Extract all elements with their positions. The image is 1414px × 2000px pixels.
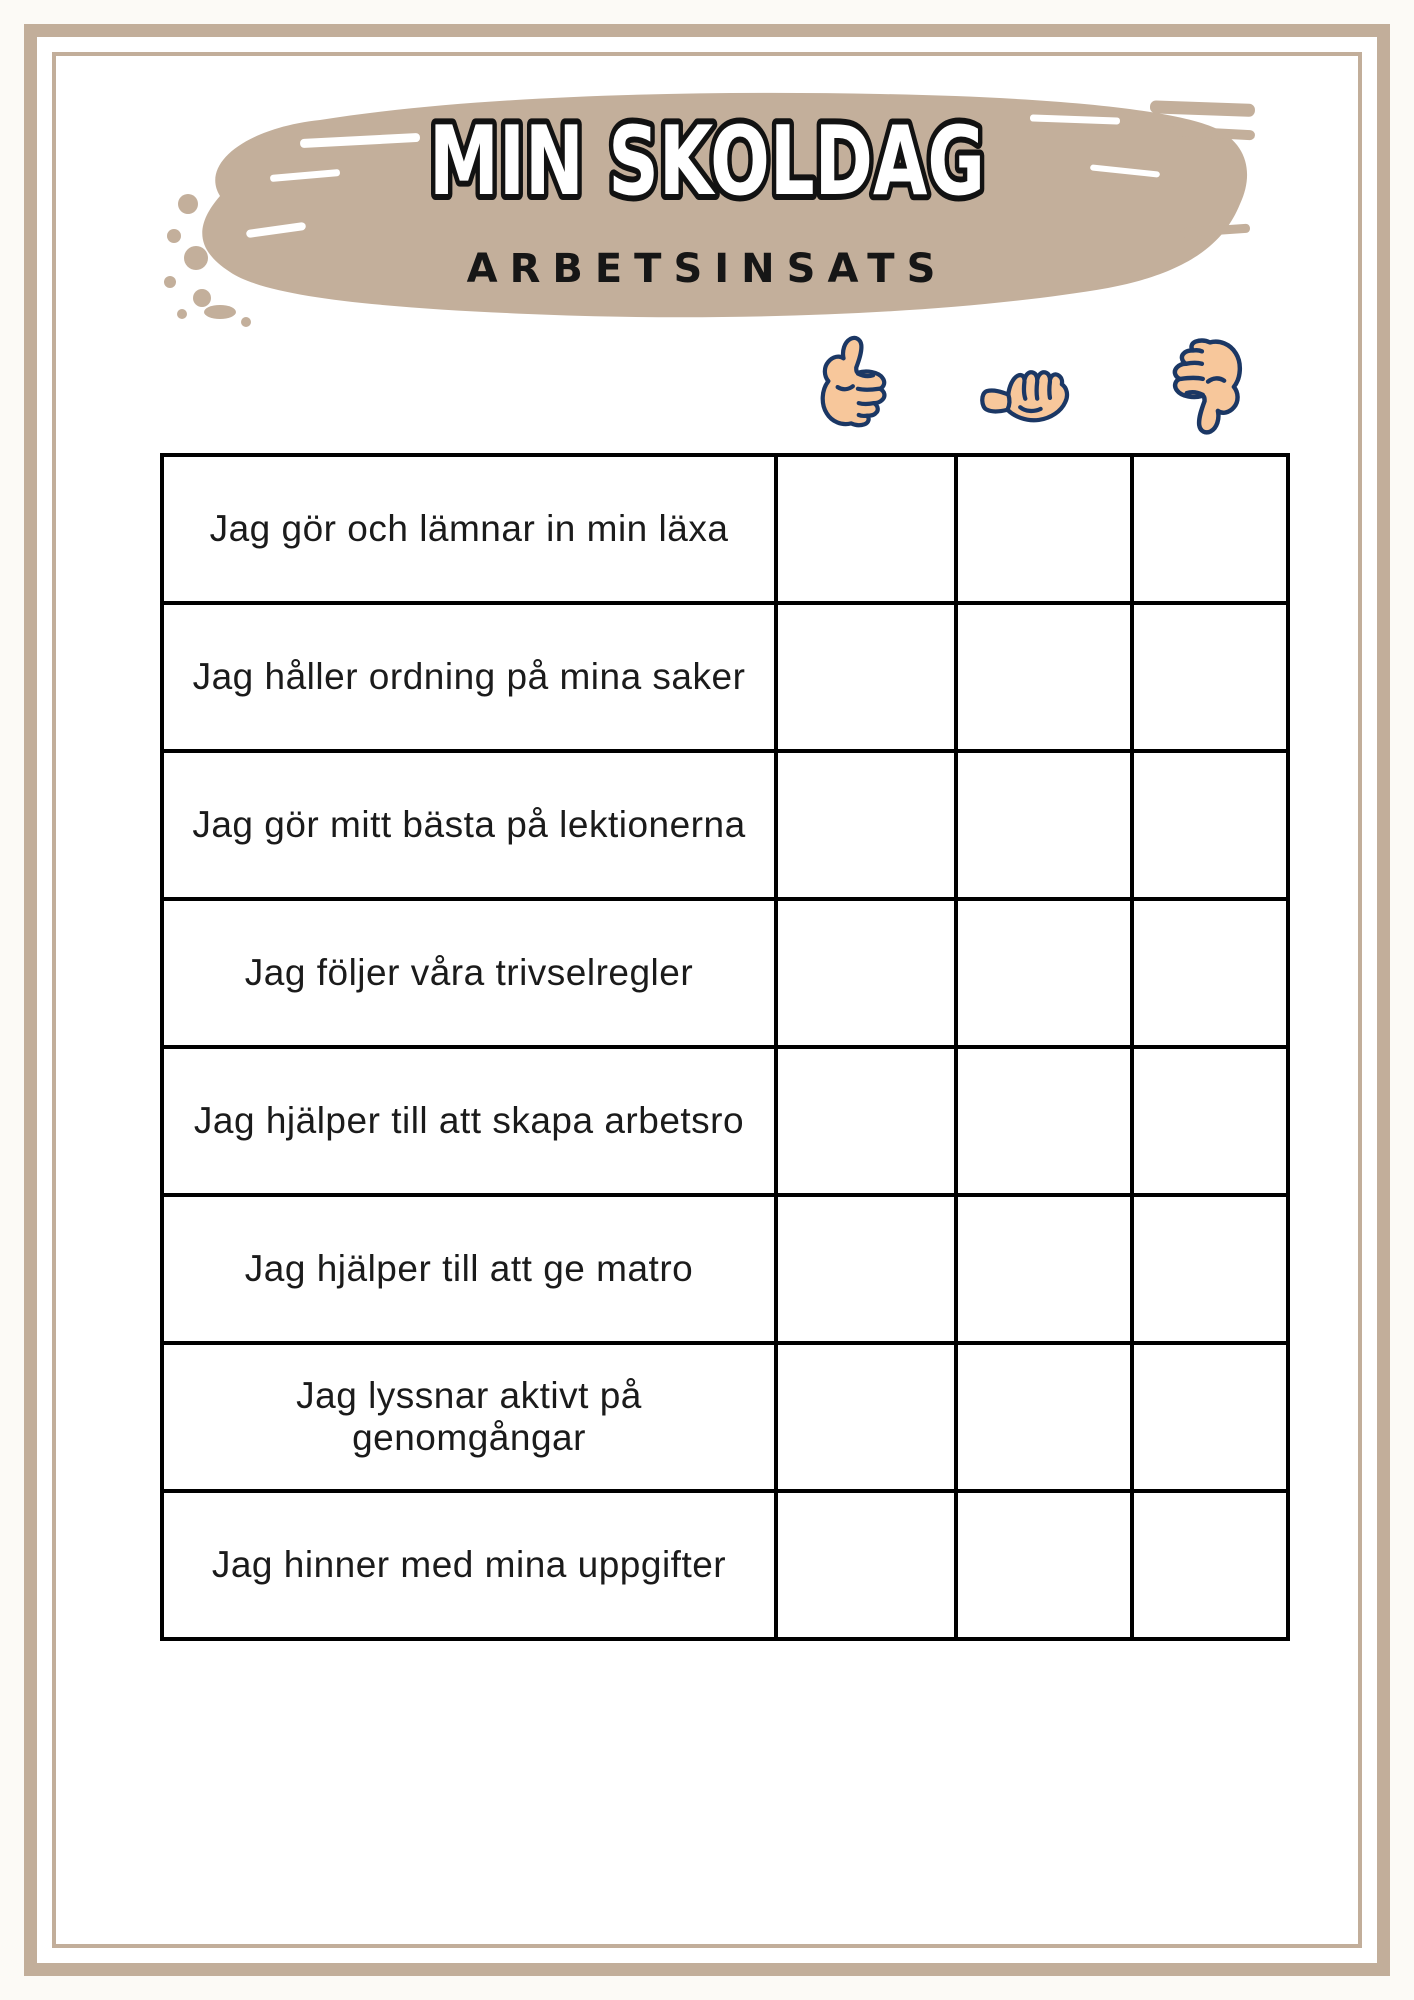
statement-cell [164, 901, 774, 1045]
statement-label: Jag håller ordning på mina saker [192, 656, 746, 697]
rating-cell-thumbs-sideways[interactable] [958, 457, 1130, 601]
rating-cell-thumbs-down[interactable] [1134, 901, 1286, 1045]
rating-cell-thumbs-up[interactable] [778, 605, 954, 749]
rating-cell-thumbs-up[interactable] [778, 1197, 954, 1341]
rating-cell-thumbs-sideways[interactable] [958, 1493, 1130, 1637]
rating-cell-thumbs-down[interactable] [1134, 753, 1286, 897]
statement-cell [164, 605, 774, 749]
page-subtitle: ARBETSINSATS [466, 246, 948, 292]
rating-cell-thumbs-down[interactable] [1134, 1049, 1286, 1193]
statement-cell [164, 1493, 774, 1637]
rating-cell-thumbs-up[interactable] [778, 1049, 954, 1193]
statement-label: Jag följer våra trivselregler [244, 952, 694, 993]
rating-cell-thumbs-sideways[interactable] [958, 901, 1130, 1045]
statement-label: Jag hinner med mina uppgifter [211, 1544, 727, 1585]
rating-cell-thumbs-sideways[interactable] [958, 753, 1130, 897]
rating-cell-thumbs-sideways[interactable] [958, 1345, 1130, 1489]
rating-cell-thumbs-up[interactable] [778, 1493, 954, 1637]
thumbs-up-icon [814, 332, 890, 432]
thumbs-down-icon [1169, 334, 1249, 438]
thumbs-sideways-icon [976, 364, 1078, 430]
statement-label: Jag lyssnar aktivt på genomgångar [296, 1375, 642, 1458]
rating-cell-thumbs-up[interactable] [778, 1345, 954, 1489]
statement-label: Jag gör mitt bästa på lektionerna [192, 804, 746, 845]
rating-cell-thumbs-down[interactable] [1134, 1345, 1286, 1489]
statement-cell [164, 753, 774, 897]
statement-label: Jag gör och lämnar in min läxa [209, 508, 729, 549]
rating-cell-thumbs-down[interactable] [1134, 605, 1286, 749]
statement-cell [164, 1049, 774, 1193]
rating-cell-thumbs-up[interactable] [778, 457, 954, 601]
title-banner [0, 96, 1414, 226]
statement-cell [164, 1197, 774, 1341]
rating-cell-thumbs-down[interactable] [1134, 1493, 1286, 1637]
rating-cell-thumbs-up[interactable] [778, 753, 954, 897]
rating-cell-thumbs-sideways[interactable] [958, 1049, 1130, 1193]
rating-cell-thumbs-sideways[interactable] [958, 605, 1130, 749]
rating-table [160, 453, 1290, 1641]
statement-cell [164, 457, 774, 601]
rating-cell-thumbs-down[interactable] [1134, 457, 1286, 601]
rating-cell-thumbs-up[interactable] [778, 901, 954, 1045]
statement-label: Jag hjälper till att skapa arbetsro [193, 1100, 745, 1141]
rating-cell-thumbs-down[interactable] [1134, 1197, 1286, 1341]
statement-cell [164, 1345, 774, 1489]
statement-label: Jag hjälper till att ge matro [244, 1248, 694, 1289]
page-title: MIN SKOLDAG [429, 107, 985, 217]
rating-cell-thumbs-sideways[interactable] [958, 1197, 1130, 1341]
